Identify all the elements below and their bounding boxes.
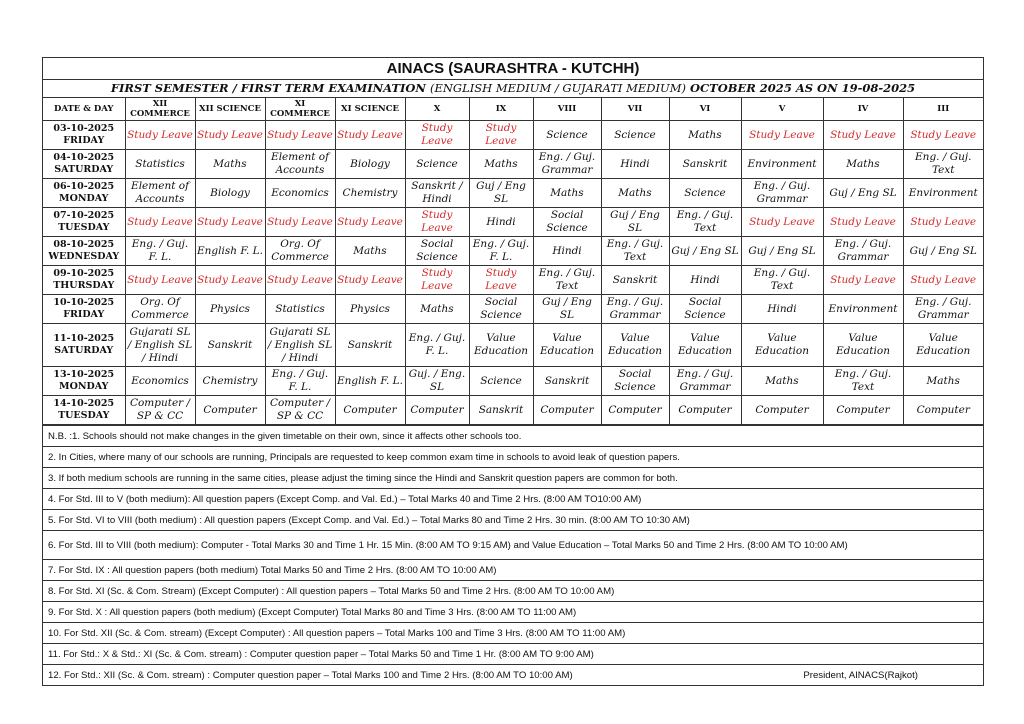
subtitle-date: OCTOBER 2025 AS ON 19-08-2025 (690, 81, 916, 95)
subject-cell: Study Leave (405, 208, 469, 237)
subject-cell: Social Science (469, 295, 533, 324)
subject-cell: Environment (903, 179, 983, 208)
day-text: THURSDAY (53, 280, 115, 291)
subject-cell: Eng. / Guj. Text (601, 237, 669, 266)
subject-cell: Hindi (601, 150, 669, 179)
note-item (43, 425, 983, 446)
subject-cell: Value Education (823, 324, 903, 367)
table-row (43, 367, 983, 396)
subject-cell: Guj / Eng SL (823, 179, 903, 208)
subject-cell: Eng. / Guj. Text (741, 266, 823, 295)
day-text: TUESDAY (58, 222, 110, 233)
subject-cell: Eng. / Guj. Grammar (601, 295, 669, 324)
table-row (43, 150, 983, 179)
subject-cell: Study Leave (741, 208, 823, 237)
subject-cell: Social Science (533, 208, 601, 237)
subject-cell: Study Leave (265, 266, 335, 295)
subject-cell: Org. Of Commerce (265, 237, 335, 266)
exam-subtitle (43, 80, 983, 98)
subject-cell: Computer (335, 396, 405, 425)
page-title: AINACS (SAURASHTRA - KUTCHH) (43, 58, 983, 80)
subject-cell: Sanskrit (195, 324, 265, 367)
subject-cell: Guj / Eng SL (741, 237, 823, 266)
subject-cell: Science (669, 179, 741, 208)
note-text: 9. For Std. X : All question papers (both medium) (Except Computer) Total Marks 80 and Time 3 Hrs. (8:00 AM TO 11:00 AM) (48, 606, 577, 618)
subject-cell: Chemistry (335, 179, 405, 208)
subject-cell: Value Education (601, 324, 669, 367)
subject-cell: Physics (335, 295, 405, 324)
note-text: 8. For Std. XI (Sc. & Com. Stream) (Except Computer) : All question papers – Total Marks 50 and Time 2 Hrs. (8:00 AM TO 10:00 AM) (48, 585, 615, 597)
table-row (43, 179, 983, 208)
column-header: XI SCIENCE (335, 98, 405, 121)
date-text: 07-10-2025 (53, 210, 115, 221)
subject-cell: Eng. / Guj. Text (903, 150, 983, 179)
subject-cell: Eng. / Guj. Text (669, 208, 741, 237)
subject-cell: Study Leave (741, 121, 823, 150)
subject-cell: Eng. / Guj. Grammar (823, 237, 903, 266)
subject-cell: Study Leave (823, 266, 903, 295)
subject-cell: Maths (469, 150, 533, 179)
column-header: VI (669, 98, 741, 121)
date-text: 13-10-2025 (53, 369, 115, 380)
subject-cell: Computer / SP & CC (125, 396, 195, 425)
subject-cell: Study Leave (335, 208, 405, 237)
subject-cell: Hindi (669, 266, 741, 295)
table-row (43, 266, 983, 295)
table-row (43, 121, 983, 150)
timetable-table (43, 98, 983, 425)
note-text: 7. For Std. IX : All question papers (both medium) Total Marks 50 and Time 2 Hrs. (8:00 AM TO 10:00 AM) (48, 564, 497, 576)
subject-cell: Study Leave (823, 121, 903, 150)
subject-cell: Social Science (601, 367, 669, 396)
table-row (43, 237, 983, 266)
subject-cell: Study Leave (469, 266, 533, 295)
column-header: X (405, 98, 469, 121)
note-item (43, 622, 983, 643)
subject-cell: Eng. / Guj. F. L. (469, 237, 533, 266)
column-header: IV (823, 98, 903, 121)
column-header: VII (601, 98, 669, 121)
subject-cell: Eng. / Guj. F. L. (265, 367, 335, 396)
day-text: FRIDAY (63, 309, 105, 320)
subject-cell: Maths (669, 121, 741, 150)
subject-cell: Gujarati SL / English SL / Hindi (265, 324, 335, 367)
subject-cell: English F. L. (195, 237, 265, 266)
subject-cell: Economics (265, 179, 335, 208)
subject-cell: Sanskrit (335, 324, 405, 367)
date-cell (43, 121, 125, 150)
subject-cell: Maths (405, 295, 469, 324)
subject-cell: Study Leave (125, 266, 195, 295)
column-header: XII SCIENCE (195, 98, 265, 121)
subject-cell: Maths (195, 150, 265, 179)
subject-cell: Statistics (125, 150, 195, 179)
subject-cell: Study Leave (195, 208, 265, 237)
subject-cell: Guj / Eng SL (601, 208, 669, 237)
column-header-date: DATE & DAY (43, 98, 125, 121)
date-text: 10-10-2025 (53, 297, 115, 308)
subject-cell: Eng. / Guj. Grammar (533, 150, 601, 179)
date-text: 06-10-2025 (53, 181, 115, 192)
subject-cell: Study Leave (335, 266, 405, 295)
header-row (43, 98, 983, 121)
subject-cell: Study Leave (125, 208, 195, 237)
subject-cell: Computer (601, 396, 669, 425)
note-item (43, 664, 983, 685)
date-cell (43, 396, 125, 425)
subject-cell: Value Education (903, 324, 983, 367)
subject-cell: Maths (533, 179, 601, 208)
subject-cell: Value Education (669, 324, 741, 367)
subject-cell: Chemistry (195, 367, 265, 396)
subject-cell: Study Leave (903, 208, 983, 237)
subject-cell: Eng. / Guj. Text (533, 266, 601, 295)
subject-cell: Study Leave (195, 266, 265, 295)
subject-cell: Hindi (469, 208, 533, 237)
subject-cell: English F. L. (335, 367, 405, 396)
column-header: XI COMMERCE (265, 98, 335, 121)
subject-cell: Eng. / Guj. Grammar (741, 179, 823, 208)
subject-cell: Sanskrit (533, 367, 601, 396)
subject-cell: Biology (335, 150, 405, 179)
subject-cell: Computer (823, 396, 903, 425)
date-cell (43, 179, 125, 208)
note-text: 3. If both medium schools are running in the same cities, please adjust the timing since the Hindi and Sanskrit question papers are common for both. (48, 472, 678, 484)
subject-cell: Sanskrit (601, 266, 669, 295)
note-item (43, 643, 983, 664)
subject-cell: Element of Accounts (125, 179, 195, 208)
subject-cell: Computer (669, 396, 741, 425)
note-item (43, 467, 983, 488)
subject-cell: Value Education (533, 324, 601, 367)
timetable-body (43, 121, 983, 425)
date-cell (43, 324, 125, 367)
subject-cell: Study Leave (405, 121, 469, 150)
date-cell (43, 266, 125, 295)
date-cell (43, 295, 125, 324)
subject-cell: Computer (405, 396, 469, 425)
subject-cell: Study Leave (195, 121, 265, 150)
subject-cell: Gujarati SL / English SL / Hindi (125, 324, 195, 367)
column-header: V (741, 98, 823, 121)
subject-cell: Computer / SP & CC (265, 396, 335, 425)
subject-cell: Org. Of Commerce (125, 295, 195, 324)
notes-section (43, 425, 983, 685)
day-text: MONDAY (59, 193, 109, 204)
column-header: VIII (533, 98, 601, 121)
subject-cell: Guj / Eng SL (533, 295, 601, 324)
subject-cell: Computer (195, 396, 265, 425)
subject-cell: Economics (125, 367, 195, 396)
subject-cell: Eng. / Guj. Grammar (903, 295, 983, 324)
date-text: 09-10-2025 (53, 268, 115, 279)
subject-cell: Maths (823, 150, 903, 179)
subject-cell: Social Science (669, 295, 741, 324)
table-row (43, 295, 983, 324)
note-item (43, 530, 983, 559)
subtitle-medium: (ENGLISH MEDIUM / GUJARATI MEDIUM) (429, 81, 686, 95)
note-item (43, 488, 983, 509)
date-cell (43, 150, 125, 179)
subject-cell: Sanskrit (469, 396, 533, 425)
column-header: XII COMMERCE (125, 98, 195, 121)
date-text: 08-10-2025 (53, 239, 115, 250)
timetable-sheet (42, 57, 984, 686)
subject-cell: Study Leave (903, 121, 983, 150)
table-row (43, 208, 983, 237)
subject-cell: Computer (533, 396, 601, 425)
subject-cell: Hindi (533, 237, 601, 266)
subject-cell: Maths (335, 237, 405, 266)
signature: President, AINACS(Rajkot) (803, 669, 918, 681)
subject-cell: Biology (195, 179, 265, 208)
note-text: N.B. :1. Schools should not make changes in the given timetable on their own, since it affects other schools too. (48, 430, 522, 442)
subject-cell: Study Leave (469, 121, 533, 150)
subject-cell: Value Education (469, 324, 533, 367)
date-cell (43, 237, 125, 266)
date-cell (43, 367, 125, 396)
subject-cell: Study Leave (405, 266, 469, 295)
subject-cell: Hindi (741, 295, 823, 324)
subject-cell: Element of Accounts (265, 150, 335, 179)
note-item (43, 446, 983, 467)
subject-cell: Guj / Eng SL (669, 237, 741, 266)
subject-cell: Maths (601, 179, 669, 208)
subject-cell: Eng. / Guj. F. L. (405, 324, 469, 367)
note-item (43, 580, 983, 601)
subject-cell: Study Leave (903, 266, 983, 295)
note-text: 4. For Std. III to V (both medium): All question papers (Except Comp. and Val. Ed.) – Total Marks 40 and Time 2 Hrs. (8:00 AM TO10:00 AM) (48, 493, 642, 505)
subject-cell: Environment (741, 150, 823, 179)
subject-cell: Environment (823, 295, 903, 324)
subject-cell: Guj. / Eng. SL (405, 367, 469, 396)
subject-cell: Science (533, 121, 601, 150)
subtitle-exam: FIRST SEMESTER / FIRST TERM EXAMINATION (110, 81, 426, 95)
note-item (43, 601, 983, 622)
date-cell (43, 208, 125, 237)
subject-cell: Science (469, 367, 533, 396)
day-text: MONDAY (59, 381, 109, 392)
subject-cell: Eng. / Guj. Grammar (669, 367, 741, 396)
day-text: SATURDAY (54, 164, 114, 175)
subject-cell: Social Science (405, 237, 469, 266)
subject-cell: Value Education (741, 324, 823, 367)
date-text: 04-10-2025 (53, 152, 115, 163)
day-text: FRIDAY (63, 135, 105, 146)
subject-cell: Study Leave (265, 208, 335, 237)
date-text: 14-10-2025 (53, 398, 115, 409)
column-header: III (903, 98, 983, 121)
note-text: 5. For Std. VI to VIII (both medium) : All question papers (Except Comp. and Val. Ed.) – Total Marks 80 and Time 2 Hrs. 30 min. (8:00 AM TO 10:30 AM) (48, 514, 690, 526)
note-text: 6. For Std. III to VIII (both medium): Computer - Total Marks 30 and Time 1 Hr. 15 Min. (8:00 AM TO 9:15 AM) and Value Education – Total Marks 50 and Time 2 Hrs. (8:00 AM TO 10:00 AM) (48, 539, 848, 551)
subject-cell: Sanskrit / Hindi (405, 179, 469, 208)
subject-cell: Statistics (265, 295, 335, 324)
day-text: TUESDAY (58, 410, 110, 421)
subject-cell: Maths (741, 367, 823, 396)
subject-cell: Eng. / Guj. F. L. (125, 237, 195, 266)
date-text: 03-10-2025 (53, 123, 115, 134)
subject-cell: Study Leave (265, 121, 335, 150)
subject-cell: Study Leave (823, 208, 903, 237)
subject-cell: Study Leave (335, 121, 405, 150)
note-item (43, 559, 983, 580)
subject-cell: Eng. / Guj. Text (823, 367, 903, 396)
date-text: 11-10-2025 (53, 333, 115, 344)
note-text: 2. In Cities, where many of our schools are running, Principals are requested to keep common exam time in schools to avoid leak of question papers. (48, 451, 680, 463)
note-text: 11. For Std.: X & Std.: XI (Sc. & Com. stream) : Computer question paper – Total Marks 50 and Time 1 Hr. (8:00 AM TO 9:00 AM) (48, 648, 594, 660)
note-text: 12. For Std.: XII (Sc. & Com. stream) : Computer question paper – Total Marks 100 and Time 2 Hrs. (8:00 AM TO 10:00 AM) (48, 669, 573, 681)
table-row (43, 396, 983, 425)
table-row (43, 324, 983, 367)
subject-cell: Study Leave (125, 121, 195, 150)
subject-cell: Maths (903, 367, 983, 396)
day-text: WEDNESDAY (48, 251, 120, 262)
subject-cell: Computer (741, 396, 823, 425)
subject-cell: Science (405, 150, 469, 179)
subject-cell: Physics (195, 295, 265, 324)
day-text: SATURDAY (54, 345, 114, 356)
note-text: 10. For Std. XII (Sc. & Com. stream) (Except Computer) : All question papers – Total Marks 100 and Time 3 Hrs. (8:00 AM TO 11:00 AM) (48, 627, 626, 639)
subject-cell: Guj / Eng SL (903, 237, 983, 266)
subject-cell: Science (601, 121, 669, 150)
subject-cell: Sanskrit (669, 150, 741, 179)
note-item (43, 509, 983, 530)
subject-cell: Computer (903, 396, 983, 425)
subject-cell: Guj / Eng SL (469, 179, 533, 208)
column-header: IX (469, 98, 533, 121)
